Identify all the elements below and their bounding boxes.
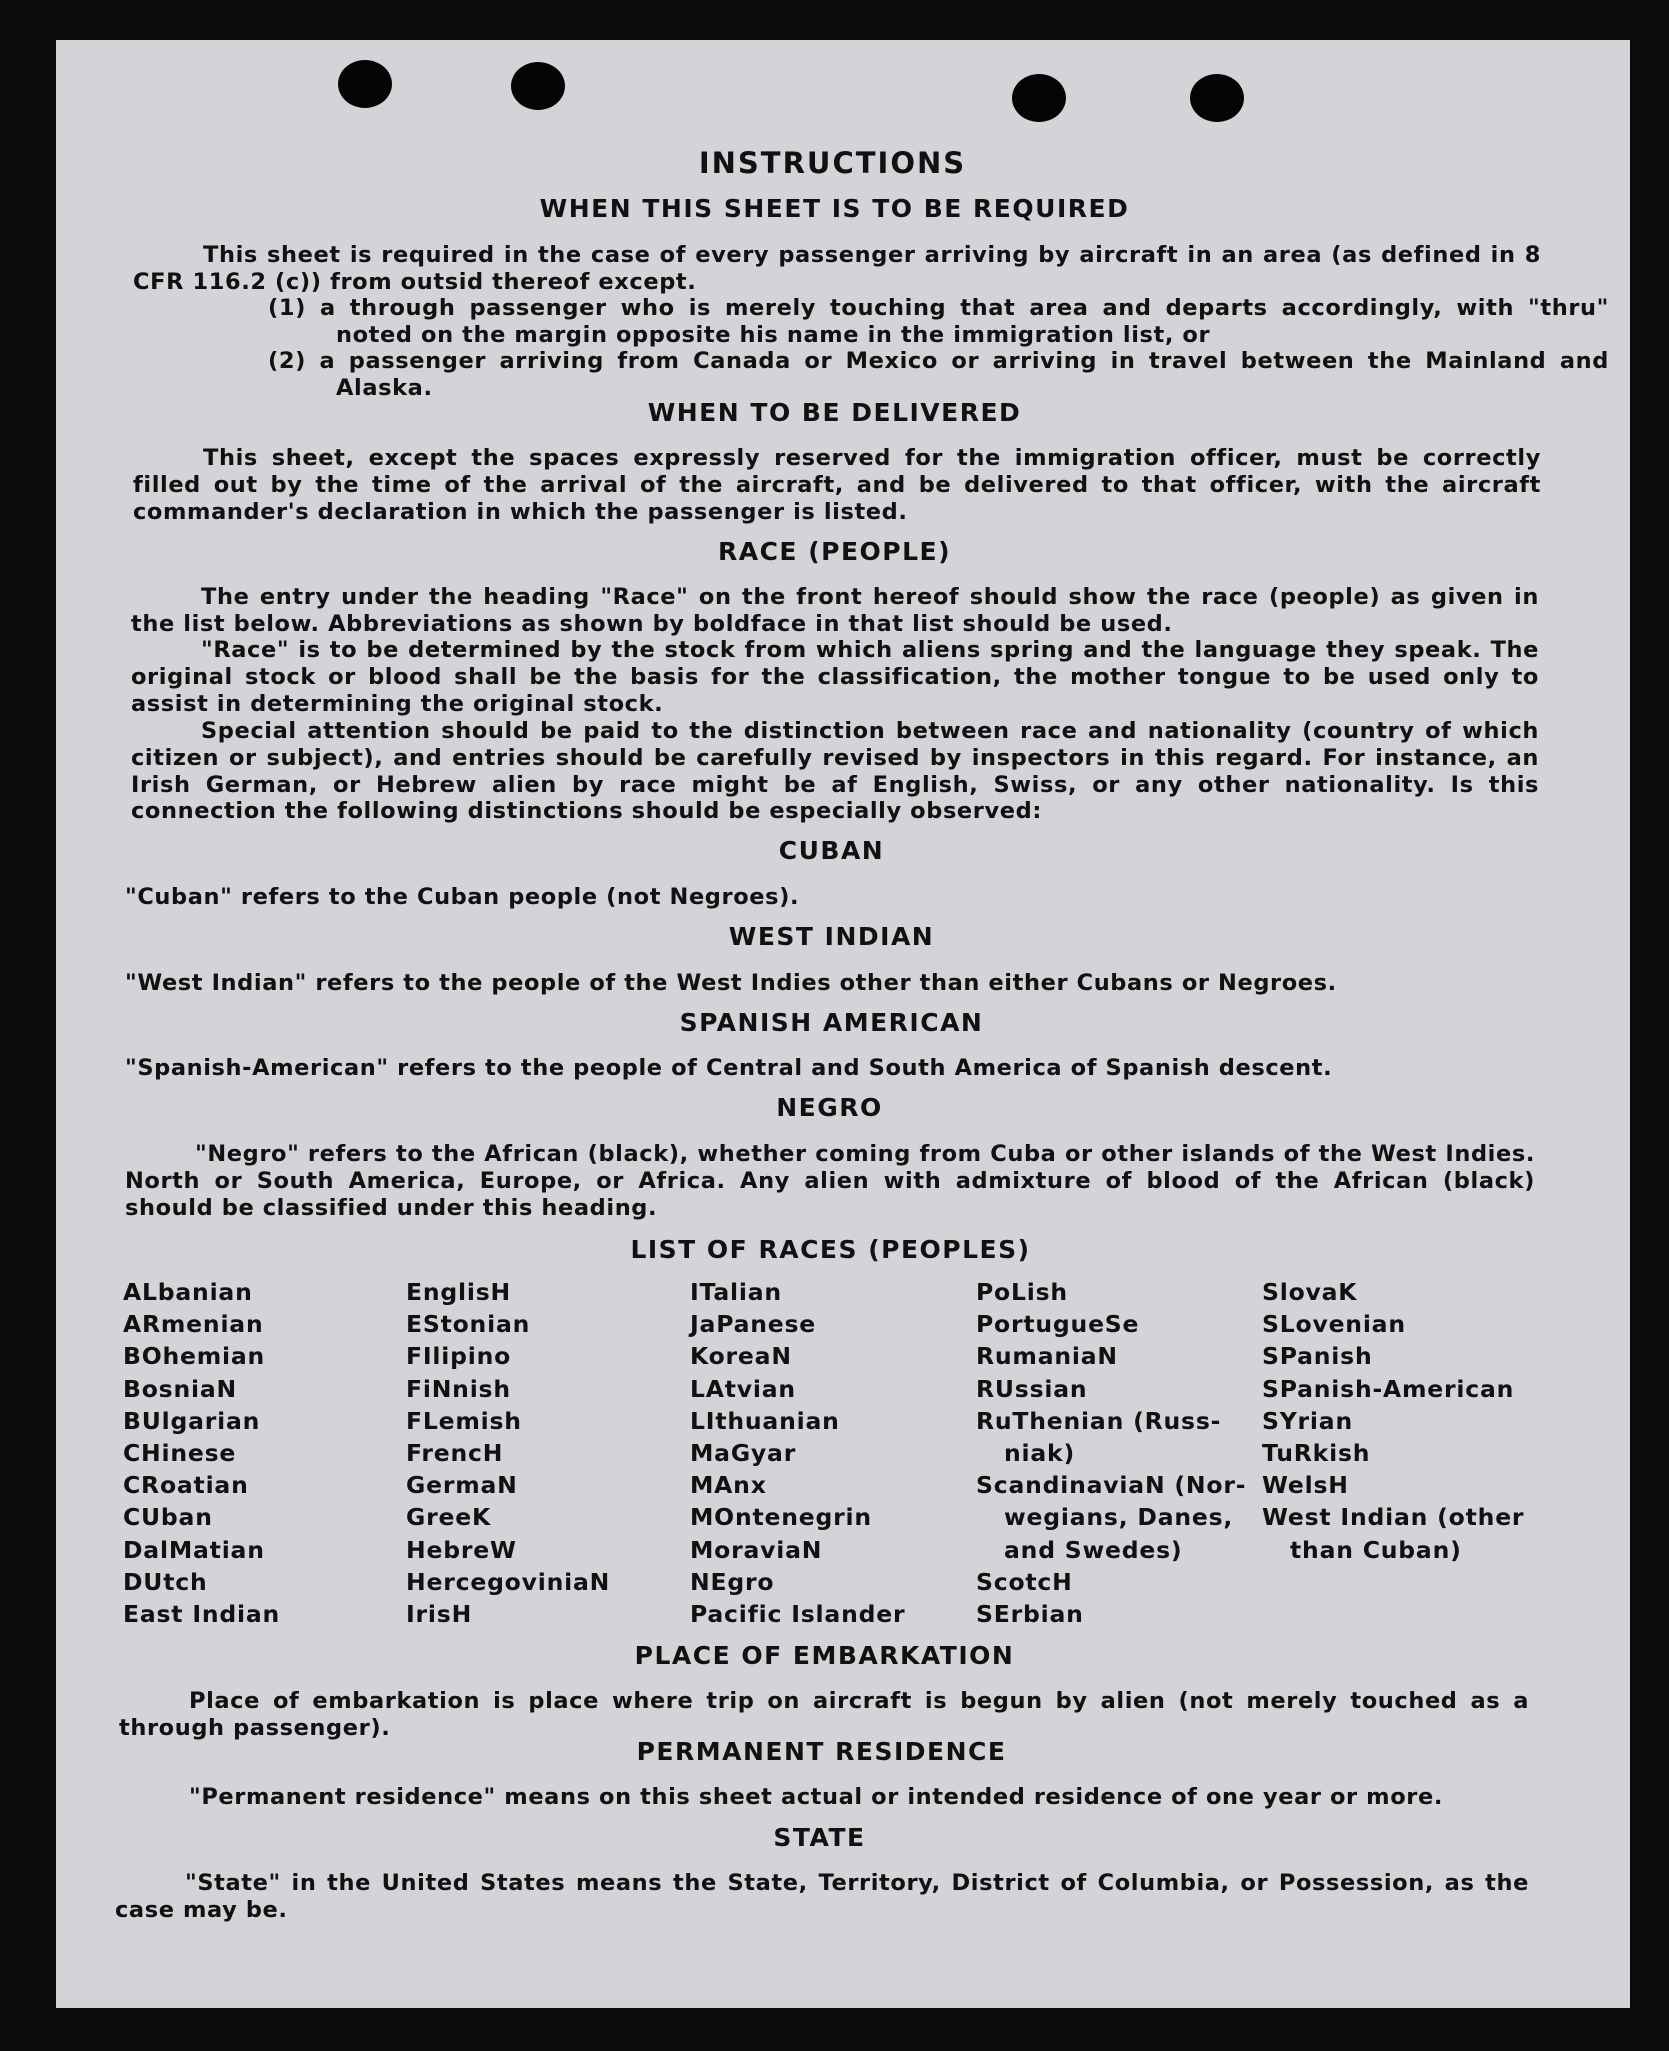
race-entry: SPanish-American: [1262, 1374, 1515, 1403]
race-list-column-5: [1262, 1276, 1524, 1566]
punch-hole: [1190, 74, 1244, 122]
cuban-text: "Cuban" refers to the Cuban people (not Negroes).: [125, 884, 800, 910]
race-paragraph-2: "Race" is to be determined by the stock from which aliens spring and the language they speak. The original stock or blood shall be the basis for the classification, the mother tongue to be used only to assist in determining the original stock.: [131, 637, 1539, 717]
when-required-item-1: (1) a through passenger who is merely touching that area and departs accordingly, with "thru" noted on the margin opposite his name in the immigration list, or: [268, 295, 1609, 348]
race-entry: SlovaK: [1262, 1278, 1358, 1306]
state-text: "State" in the United States means the State, Territory, District of Columbia, or Possession, as the case may be.: [115, 1870, 1529, 1923]
race-entry: ScandinaviaN (Nor-: [976, 1471, 1247, 1500]
race-entry: GermaN: [406, 1471, 518, 1500]
race-entry: DUtch: [123, 1567, 208, 1596]
race-list-column-2: [406, 1276, 610, 1630]
race-paragraph-1: The entry under the heading "Race" on the front hereof should show the race (people) as given in the list below. Abbreviations as shown by boldface in that list should be used.: [131, 584, 1539, 637]
race-entry: Pacific Islander: [690, 1600, 906, 1629]
race-entry: CUban: [123, 1503, 213, 1532]
heading-spanish-american: SPANISH AMERICAN: [679, 1008, 984, 1037]
race-entry: EStonian: [406, 1310, 531, 1339]
negro-text: "Negro" refers to the African (black), whether coming from Cuba or other islands of the West Indies. North or South America, Europe, or Africa. Any alien with admixture of blood of the African (black) should be classified under this heading.: [125, 1141, 1535, 1221]
race-list-column-4: [976, 1276, 1246, 1630]
race-entry: FiNnish: [406, 1374, 511, 1403]
race-entry: ScotcH: [976, 1567, 1073, 1596]
race-entry: EnglisH: [406, 1278, 511, 1306]
heading-permanent-residence: PERMANENT RESIDENCE: [636, 1737, 1007, 1766]
race-entry: GreeK: [406, 1503, 491, 1532]
race-entry: East Indian: [123, 1600, 281, 1629]
race-entry: ITalian: [690, 1278, 782, 1306]
race-entry: BosniaN: [123, 1374, 237, 1403]
west-indian-text: "West Indian" refers to the people of the West Indies other than either Cubans or Negroes.: [125, 970, 1337, 996]
race-list-column-1: [123, 1276, 280, 1630]
race-entry-continuation: than Cuban): [1290, 1535, 1462, 1564]
race-entry: MaGyar: [690, 1439, 797, 1468]
punch-hole: [511, 62, 565, 110]
race-entry: LAtvian: [690, 1374, 796, 1403]
heading-when-delivered: WHEN TO BE DELIVERED: [647, 398, 1022, 427]
punch-hole: [1012, 74, 1066, 122]
race-entry: MoraviaN: [690, 1535, 823, 1564]
when-required-intro: This sheet is required in the case of every passenger arriving by aircraft in an area (as defined in 8 CFR 116.2 (c)) from outsid thereof except.: [133, 242, 1541, 295]
race-entry: LIthuanian: [690, 1406, 840, 1435]
race-entry: PoLish: [976, 1278, 1068, 1306]
race-entry: RuThenian (Russ-: [976, 1406, 1222, 1435]
heading-west-indian: WEST INDIAN: [728, 922, 935, 951]
race-entry: FIlipino: [406, 1342, 512, 1371]
race-entry: RUssian: [976, 1374, 1088, 1403]
race-entry: PortugueSe: [976, 1310, 1140, 1339]
race-entry: MAnx: [690, 1471, 767, 1500]
heading-when-required: WHEN THIS SHEET IS TO BE REQUIRED: [539, 194, 1130, 223]
race-entry: JaPanese: [690, 1310, 817, 1339]
race-entry: ALbanian: [123, 1278, 253, 1306]
heading-embarkation: PLACE OF EMBARKATION: [634, 1641, 1015, 1670]
race-list-column-3: [690, 1276, 905, 1630]
race-paragraph-3: Special attention should be paid to the distinction between race and nationality (country of which citizen or subject), and entries should be carefully revised by inspectors in this regard. For instance, an Irish German, or Hebrew alien by race might be af English, Swiss, or any other nationality. Is this connection the following distinctions should be especially observed:: [131, 718, 1539, 825]
race-entry: NEgro: [690, 1567, 775, 1596]
spanish-american-text: "Spanish-American" refers to the people of Central and South America of Spanish descent.: [125, 1055, 1333, 1081]
heading-race: RACE (PEOPLE): [717, 537, 952, 566]
race-entry-continuation: niak): [1004, 1439, 1076, 1468]
race-entry: FLemish: [406, 1406, 522, 1435]
residence-text: "Permanent residence" means on this sheet actual or intended residence of one year or more.: [189, 1784, 1443, 1810]
race-entry: IrisH: [406, 1600, 473, 1629]
race-entry: MOntenegrin: [690, 1503, 872, 1532]
race-entry: SPanish: [1262, 1342, 1373, 1371]
race-entry: TuRkish: [1262, 1439, 1371, 1468]
race-entry: SYrian: [1262, 1406, 1353, 1435]
race-entry: DalMatian: [123, 1535, 265, 1564]
race-entry: KoreaN: [690, 1342, 792, 1371]
heading-state: STATE: [773, 1823, 866, 1852]
race-entry: WelsH: [1262, 1471, 1349, 1500]
race-entry: SLovenian: [1262, 1310, 1406, 1339]
embarkation-text: Place of embarkation is place where trip on aircraft is begun by alien (not merely touched as a through passenger).: [119, 1688, 1529, 1741]
race-entry: CRoatian: [123, 1471, 249, 1500]
race-entry: ARmenian: [123, 1310, 264, 1339]
race-entry: SErbian: [976, 1600, 1084, 1629]
page-title: INSTRUCTIONS: [698, 146, 967, 180]
heading-list-of-races: LIST OF RACES (PEOPLES): [630, 1235, 1031, 1264]
race-entry: CHinese: [123, 1439, 237, 1468]
race-entry: BUlgarian: [123, 1406, 261, 1435]
race-entry: HercegoviniaN: [406, 1567, 611, 1596]
race-entry: RumaniaN: [976, 1342, 1118, 1371]
when-delivered-text: This sheet, except the spaces expressly reserved for the immigration officer, must be correctly filled out by the time of the arrival of the aircraft, and be delivered to that officer, with the aircraft commander's declaration in which the passenger is listed.: [133, 445, 1541, 525]
race-entry: West Indian (other: [1262, 1503, 1525, 1532]
when-required-item-2: (2) a passenger arriving from Canada or Mexico or arriving in travel between the Mainland and Alaska.: [268, 348, 1609, 401]
punch-hole: [338, 60, 392, 108]
race-entry: HebreW: [406, 1535, 517, 1564]
race-entry-continuation: and Swedes): [1004, 1535, 1183, 1564]
race-entry: FrencH: [406, 1439, 504, 1468]
race-entry-continuation: wegians, Danes,: [1004, 1503, 1234, 1532]
race-entry: BOhemian: [123, 1342, 266, 1371]
heading-negro: NEGRO: [776, 1093, 883, 1122]
heading-cuban: CUBAN: [778, 836, 885, 865]
